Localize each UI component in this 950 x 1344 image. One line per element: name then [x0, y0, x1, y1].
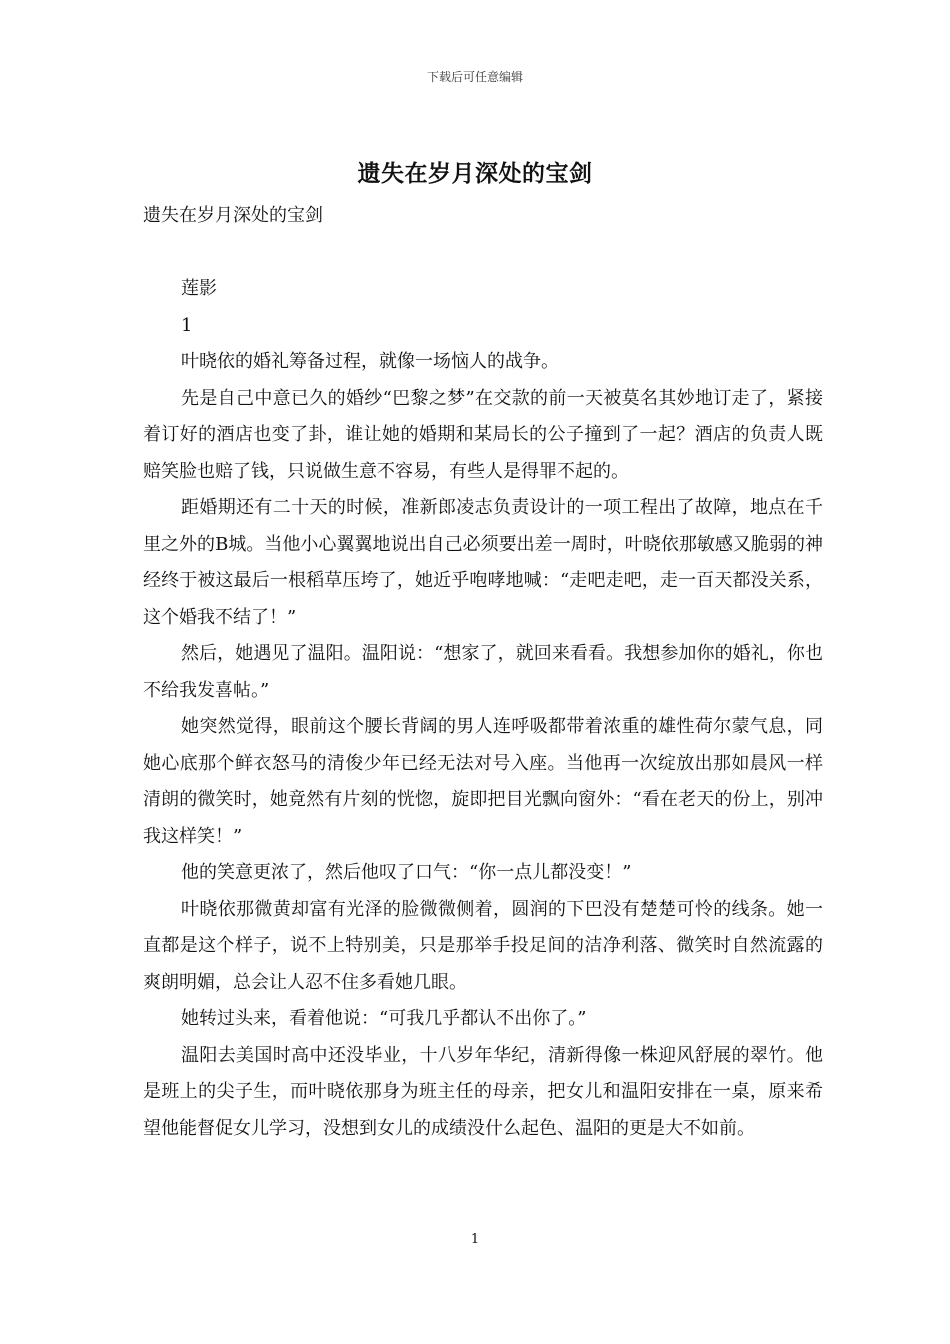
paragraph: 叶晓依那微黄却富有光泽的脸微微侧着，圆润的下巴没有楚楚可怜的线条。她一直都是这个样子，说不上特别美，只是那举手投足间的洁净利落、微笑时自然流露的爽朗明媚，总会让人忍不住多看她几眼。 — [143, 898, 823, 993]
blank-line — [143, 235, 823, 272]
document-title: 遗失在岁月深处的宝剑 — [357, 160, 593, 187]
paragraph: 她突然觉得，眼前这个腰长背阔的男人连呼吸都带着浓重的雄性荷尔蒙气息，同她心底那个鲜衣怒马的清俊少年已经无法对号入座。当他再一次绽放出那如晨风一样清朗的微笑时，她竟然有片刻的恍惚，旋即把目光飘向窗外：“看在老天的份上，别冲我这样笑！” — [143, 716, 823, 847]
paragraph: 温阳去美国时高中还没毕业，十八岁年华纪，清新得像一株迎风舒展的翠竹。他是班上的尖子生，而叶晓依那身为班主任的母亲，把女儿和温阳安排在一桌，原来希望他能督促女儿学习，没想到女儿的成绩没什么起色、温阳的更是大不如前。 — [143, 1044, 823, 1139]
chapter-number: 1 — [181, 314, 193, 336]
document-body — [143, 198, 823, 1147]
paragraph: 叶晓依的婚礼筹备过程，就像一场恼人的战争。 — [181, 351, 559, 372]
page-number: 1 — [470, 1232, 480, 1247]
paragraph: 距婚期还有二十天的时候，准新郎凌志负责设计的一项工程出了故障，地点在千里之外的B城。当他小心翼翼地说出自己必须要出差一周时，叶晓依那敏感又脆弱的神经终于被这最后一根稻草压垮了，她近乎咆哮地喊：“走吧走吧，走一百天都没关系，这个婚我不结了！” — [143, 497, 823, 628]
paragraph: 然后，她遇见了温阳。温阳说：“想家了，就回来看看。我想参加你的婚礼，你也不给我发喜帖。” — [143, 643, 823, 701]
paragraph: 先是自己中意已久的婚纱“巴黎之梦”在交款的前一天被莫名其妙地订走了，紧接着订好的酒店也变了卦，谁让她的婚期和某局长的公子撞到了一起？酒店的负责人既赔笑脸也赔了钱，只说做生意不容易，有些人是得罪不起的。 — [143, 387, 823, 482]
subtitle: 遗失在岁月深处的宝剑 — [143, 205, 323, 226]
paragraph: 她转过头来，看着他说：“可我几乎都认不出你了。” — [181, 1008, 587, 1029]
author-line: 莲影 — [181, 278, 217, 299]
paragraph: 他的笑意更浓了，然后他叹了口气：“你一点儿都没变！” — [181, 862, 632, 883]
header-note: 下载后可任意编辑 — [426, 70, 523, 84]
